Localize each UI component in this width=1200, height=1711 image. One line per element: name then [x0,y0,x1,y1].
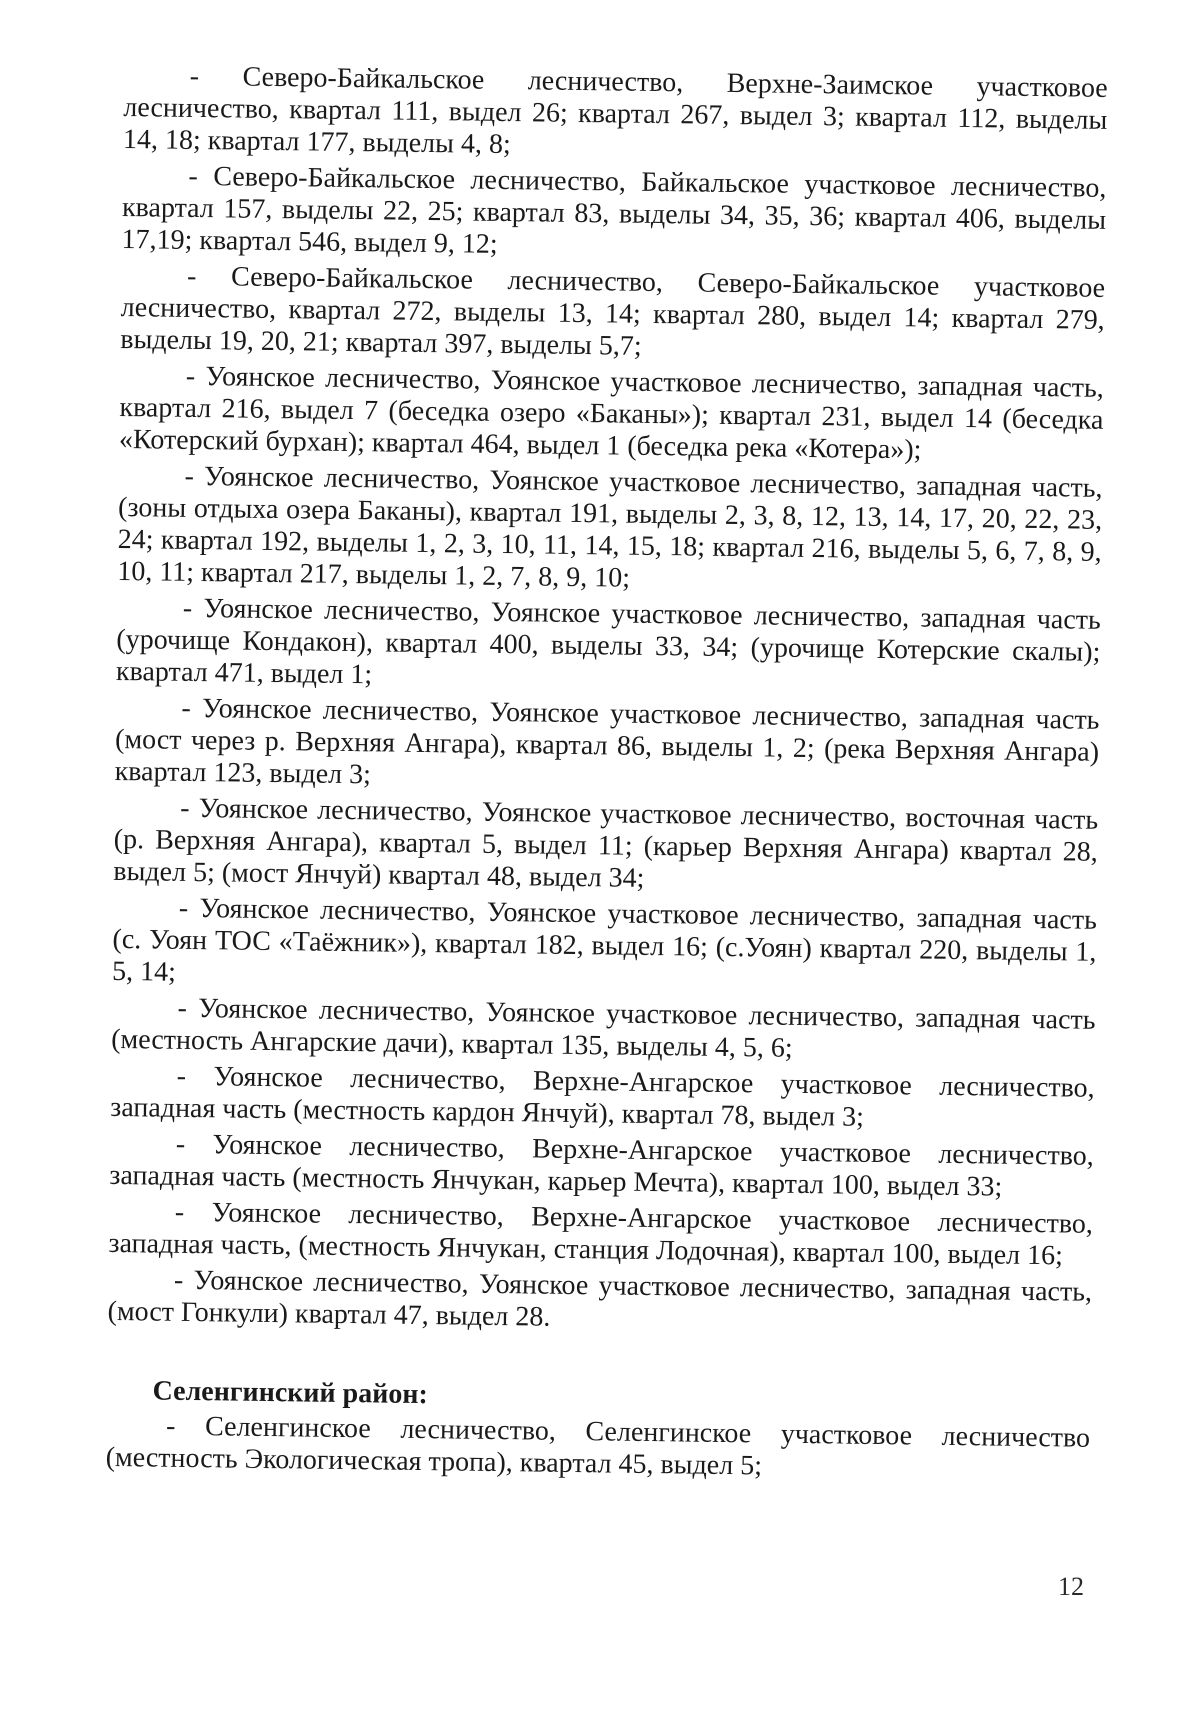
list-item: - Уоянское лесничество, Уоянское участковое лесничество, западная часть (с. Уоян ТОС «Таёжник»), квартал 182, выдел 16; (с.Уоян) квартал 220, выделы 1, 5, 14; [111,892,1098,988]
list-item: - Северо-Байкальское лесничество, Байкальское участковое лесничество, квартал 157, выделы 22, 25; квартал 83, выделы 34, 35, 36; квартал 406, выделы 17,19; квартал 546, выдел 9, 12; [121,160,1107,260]
list-item: - Северо-Байкальское лесничество, Северо-Байкальское участковое лесничество, квартал 272, выделы 13, 14; квартал 280, выдел 14; квартал 279, выделы 19, 20, 21; квартал 397, выделы 5,7; [120,260,1106,362]
list-item: - Северо-Байкальское лесничество, Верхне-Заимское участковое лесничество, квартал 111, выдел 26; квартал 267, выдел 3; квартал 112, выделы 14, 18; квартал 177, выделы 4, 8; [122,60,1108,161]
document-body [105,60,1107,1491]
list-item: - Уоянское лесничество, Уоянское участковое лесничество, восточная часть (р. Верхняя Ангара), квартал 5, выдел 11; (карьер Верхняя Ангара) квартал 28, выдел 5; (мост Янчуй) квартал 48, выдел 34; [113,792,1099,894]
section-heading: Селенгинский район: [152,1375,428,1411]
list-item: - Уоянское лесничество, Уоянское участковое лесничество, западная часть, (зоны отдыха озера Баканы), квартал 191, выделы 2, 3, 8, 12, 13, 14, 17, 20, 22, 23, 24; квартал 192, выделы 1, 2, 3, 10, 11, 14, 15, 18; квартал 216, выделы 5, 6, 7, 8, 9, 10, 11; квартал 217, выделы 1, 2, 7, 8, 9, 10; [117,460,1103,594]
list-item: - Уоянское лесничество, Верхне-Ангарское участковое лесничество, западная часть (местность Янчукан, карьер Мечта), квартал 100, выдел 33; [109,1128,1094,1203]
list-item: - Уоянское лесничество, Уоянское участковое лесничество, западная часть (урочище Кондакон), квартал 400, выделы 33, 34; (урочище Котерские скалы); квартал 471, выдел 1; [115,592,1101,691]
list-item: - Уоянское лесничество, Верхне-Ангарское участковое лесничество, западная часть, (местность Янчукан, станция Лодочная), квартал 100, выдел 16; [108,1196,1094,1272]
page-number: 12 [1058,1572,1084,1601]
list-item: - Селенгинское лесничество, Селенгинское участковое лесничество (местность Экологическая тропа), квартал 45, выдел 5; [105,1410,1091,1482]
list-item: - Уоянское лесничество, Уоянское участковое лесничество, западная часть, квартал 216, выдел 7 (беседка озеро «Баканы»); квартал 231, выдел 14 (беседка «Котерский бурхан); квартал 464, выдел 1 (беседка река «Котера»); [118,360,1104,466]
list-item: - Уоянское лесничество, Уоянское участковое лесничество, западная часть (местность Ангарские дачи), квартал 135, выделы 4, 5, 6; [110,992,1096,1064]
list-item: - Уоянское лесничество, Уоянское участковое лесничество, западная часть (мост через р. Верхняя Ангара), квартал 86, выделы 1, 2; (река Верхняя Ангара) квартал 123, выдел 3; [114,692,1100,791]
list-item: - Уоянское лесничество, Уоянское участковое лесничество, западная часть, (мост Гонкули) квартал 47, выдел 28. [107,1264,1093,1333]
list-item: - Уоянское лесничество, Верхне-Ангарское участковое лесничество, западная часть (местность кардон Янчуй), квартал 78, выдел 3; [110,1060,1095,1133]
